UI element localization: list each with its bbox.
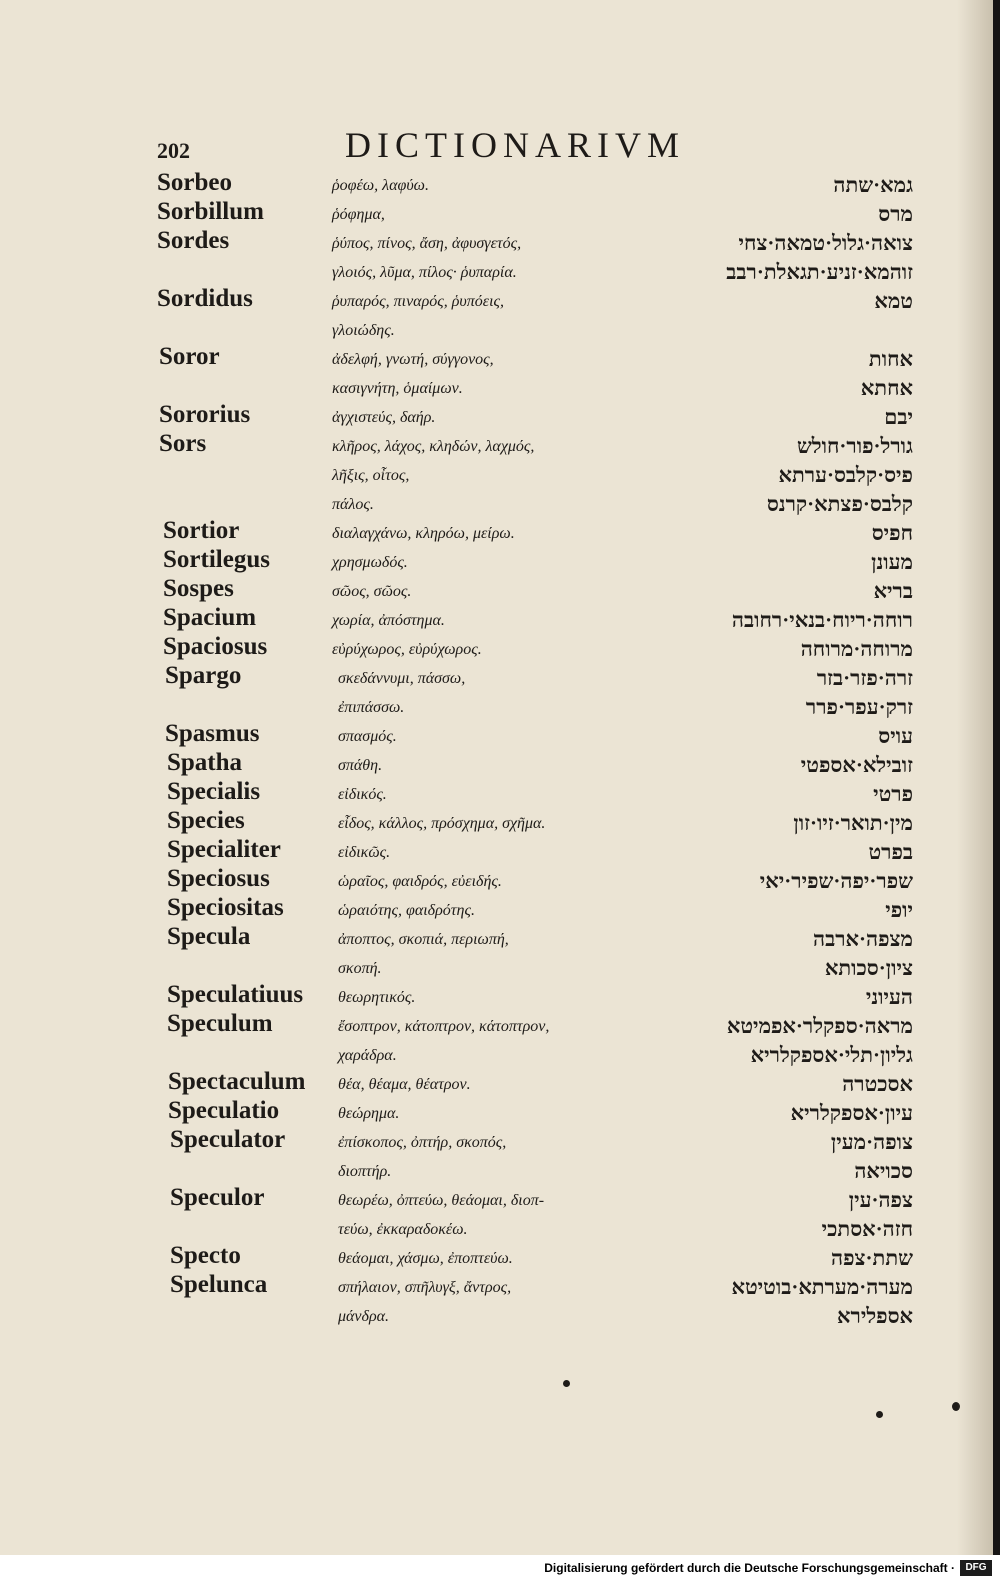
hebrew-equivalent: קלבס·פצתא·קרנס: [766, 492, 913, 516]
hebrew-equivalent: גמא·שתה: [833, 173, 913, 197]
greek-equivalent: ῥύπος, πίνος, ἄση, ἀφυσγετός,: [332, 235, 522, 252]
latin-headword: Sordidus: [157, 285, 253, 312]
dictionary-entry: [0, 1070, 993, 1100]
latin-headword: Specto: [170, 1242, 241, 1269]
latin-headword: Speculor: [170, 1184, 265, 1211]
hebrew-equivalent: אספלירא: [837, 1304, 913, 1328]
dictionary-entry: [0, 345, 993, 375]
latin-headword: Sorbeo: [157, 169, 232, 196]
latin-headword: Spatha: [167, 749, 243, 776]
dictionary-entry: [0, 1244, 993, 1274]
hebrew-equivalent: זרק·עפר·פרר: [805, 695, 913, 719]
hebrew-equivalent: סכויאה: [854, 1159, 913, 1183]
dictionary-entry: [0, 1273, 993, 1303]
dictionary-entry: [0, 229, 993, 259]
latin-headword: Speculator: [170, 1126, 286, 1153]
greek-equivalent: σκοπή.: [338, 960, 382, 977]
hebrew-equivalent: מערה·מערתא·בוטיטא: [731, 1275, 913, 1299]
latin-headword: Speculatiuus: [167, 981, 304, 1008]
latin-headword: Sors: [159, 430, 207, 457]
page-number: 202: [157, 138, 190, 163]
dictionary-entry: [0, 490, 993, 520]
dictionary-entry: [0, 1128, 993, 1158]
latin-headword: Sospes: [163, 575, 234, 602]
dictionary-entry: [0, 200, 993, 230]
hebrew-equivalent: בריא: [873, 579, 913, 603]
latin-headword: Sortilegus: [163, 546, 270, 573]
hebrew-equivalent: רוחה·ריוח·בנאי·רחובה: [731, 608, 913, 632]
dictionary-entry: [0, 287, 993, 317]
greek-equivalent: ὡραιότης, φαιδρότης.: [338, 902, 475, 919]
greek-equivalent: ἐπιπάσσω.: [338, 699, 405, 716]
hebrew-equivalent: בפרט: [868, 840, 913, 864]
latin-headword: Specula: [167, 923, 251, 950]
greek-equivalent: τεύω, ἐκκαραδοκέω.: [338, 1221, 468, 1238]
greek-equivalent: θεώρημα.: [338, 1105, 400, 1122]
hebrew-equivalent: שתת·צפה: [831, 1246, 913, 1270]
greek-equivalent: θεάομαι, χάσμω, ἐποπτεύω.: [338, 1250, 513, 1267]
greek-equivalent: θεωρέω, ὀπτεύω, θεάομαι, διοπ-: [338, 1192, 545, 1209]
hebrew-equivalent: צופה·מעין: [830, 1130, 913, 1154]
greek-equivalent: γλοιώδης.: [332, 322, 395, 339]
greek-equivalent: εἰδικός.: [338, 786, 387, 803]
latin-headword: Speculum: [167, 1010, 273, 1037]
hebrew-equivalent: עיון·אספקלריא: [790, 1101, 913, 1125]
hebrew-equivalent: העיוני: [865, 985, 913, 1009]
greek-equivalent: χρησμωδός.: [332, 554, 408, 571]
hebrew-equivalent: טמא: [874, 289, 913, 313]
dictionary-entry: [0, 896, 993, 926]
latin-headword: Spelunca: [170, 1271, 268, 1298]
latin-headword: Speciosus: [167, 865, 270, 892]
dictionary-entry: [0, 316, 993, 346]
greek-equivalent: εἶδος, κάλλος, πρόσχημα, σχῆμα.: [338, 815, 546, 832]
dictionary-entry: [0, 258, 993, 288]
dfg-logo: DFG: [960, 1560, 992, 1576]
hebrew-equivalent: גורל·פור·חולש: [796, 434, 913, 458]
greek-equivalent: σκεδάννυμι, πάσσω,: [338, 670, 466, 687]
greek-equivalent: θέα, θέαμα, θέατρον.: [338, 1076, 471, 1093]
dictionary-entry: [0, 838, 993, 868]
dictionary-entry: [0, 171, 993, 201]
page-title: DICTIONARIVM: [345, 125, 685, 165]
latin-headword: Specialis: [167, 778, 261, 805]
greek-equivalent: χαράδρα.: [338, 1047, 397, 1064]
dictionary-entry: [0, 751, 993, 781]
greek-equivalent: ῥοφέω, λαφύω.: [332, 177, 429, 194]
hebrew-equivalent: פיס·קלבס·ערתא: [778, 463, 913, 487]
hebrew-equivalent: מראה·ספקלר·אפמיטא: [726, 1014, 913, 1038]
greek-equivalent: χωρία, ἀπόστημα.: [332, 612, 445, 629]
dictionary-entry: [0, 722, 993, 752]
greek-equivalent: ἀδελφή, γνωτή, σύγγονος,: [332, 351, 494, 368]
greek-equivalent: σπάθη.: [338, 757, 383, 774]
latin-headword: Sorbillum: [157, 198, 264, 225]
greek-equivalent: σῶος, σῶος.: [332, 583, 412, 600]
ink-spot: [952, 1402, 960, 1411]
dictionary-entry: [0, 983, 993, 1013]
hebrew-equivalent: חזה·אסתכי: [821, 1217, 913, 1241]
latin-headword: Speciositas: [167, 894, 284, 921]
greek-equivalent: πάλος.: [332, 496, 374, 513]
dictionary-entry: [0, 1099, 993, 1129]
latin-headword: Spectaculum: [168, 1068, 306, 1095]
hebrew-equivalent: זרה·פזר·בזר: [816, 666, 913, 690]
latin-headword: Spaciosus: [163, 633, 268, 660]
ink-spot: [563, 1380, 570, 1387]
greek-equivalent: λῆξις, οἶτος,: [332, 467, 410, 484]
hebrew-equivalent: מין·תואר·זיו·זון: [793, 811, 913, 835]
latin-headword: Sordes: [157, 227, 230, 254]
latin-headword: Soror: [159, 343, 220, 370]
greek-equivalent: ῥόφημα,: [332, 206, 385, 223]
greek-equivalent: διαλαγχάνω, κληρόω, μείρω.: [332, 525, 515, 542]
latin-headword: Sortior: [163, 517, 240, 544]
greek-equivalent: ἀποπτος, σκοπιά, περιωπή,: [338, 931, 509, 948]
hebrew-equivalent: מרס: [878, 202, 913, 226]
dictionary-entry: [0, 780, 993, 810]
funding-credit: Digitalisierung gefördert durch die Deutsche Forschungsgemeinschaft ·: [544, 1561, 955, 1575]
dictionary-entry: [0, 374, 993, 404]
hebrew-equivalent: מעונן: [871, 550, 913, 574]
dictionary-entry: [0, 1041, 993, 1071]
ink-spot: [876, 1411, 883, 1418]
greek-equivalent: θεωρητικός.: [338, 989, 416, 1006]
dictionary-entry: [0, 664, 993, 694]
hebrew-equivalent: זובילא·אספטי: [800, 753, 913, 777]
dictionary-entry: [0, 403, 993, 433]
greek-equivalent: γλοιός, λῦμα, πίλος· ῥυπαρία.: [332, 264, 517, 281]
dictionary-entry: [0, 867, 993, 897]
latin-headword: Specialiter: [167, 836, 281, 863]
greek-equivalent: ἀγχιστεύς, δαήρ.: [332, 409, 436, 426]
hebrew-equivalent: ציון·סכותא: [824, 956, 913, 980]
hebrew-equivalent: יבם: [884, 405, 913, 429]
greek-equivalent: διοπτήρ.: [338, 1163, 392, 1180]
greek-equivalent: εὐρύχωρος, εὐρύχωρος.: [332, 641, 482, 658]
latin-headword: Sororius: [159, 401, 251, 428]
dictionary-entry: [0, 519, 993, 549]
greek-equivalent: σπασμός.: [338, 728, 397, 745]
latin-headword: Species: [167, 807, 245, 834]
latin-headword: Spacium: [163, 604, 257, 631]
hebrew-equivalent: מצפה·ארבה: [813, 927, 913, 951]
dictionary-entry: [0, 1186, 993, 1216]
greek-equivalent: μάνδρα.: [338, 1308, 390, 1325]
dictionary-entry: [0, 809, 993, 839]
hebrew-equivalent: יופי: [885, 898, 913, 922]
hebrew-equivalent: שפר·יפה·שפיר·יאי: [759, 869, 913, 893]
dictionary-entry: [0, 693, 993, 723]
dictionary-entry: [0, 461, 993, 491]
hebrew-equivalent: פרטי: [873, 782, 913, 806]
hebrew-equivalent: חפיס: [871, 521, 913, 545]
greek-equivalent: ῥυπαρός, πιναρός, ῥυπόεις,: [332, 293, 505, 310]
hebrew-equivalent: אחות: [868, 347, 913, 371]
latin-headword: Spargo: [165, 662, 242, 689]
dictionary-entry: [0, 1012, 993, 1042]
greek-equivalent: ἐπίσκοπος, ὀπτήρ, σκοπός,: [338, 1134, 507, 1151]
dictionary-entry: [0, 954, 993, 984]
dictionary-entry: [0, 548, 993, 578]
digitization-footer: [0, 1555, 1000, 1583]
greek-equivalent: σπήλαιον, σπῆλυγξ, ἄντρος,: [338, 1279, 512, 1296]
greek-equivalent: κασιγνήτη, ὁμαίμων.: [332, 380, 463, 397]
greek-equivalent: ἔσοπτρον, κάτοπτρον, κάτοπτρον,: [338, 1018, 550, 1035]
dictionary-entry: [0, 1302, 993, 1332]
hebrew-equivalent: צואה·גלול·טמאה·צחי: [738, 231, 913, 255]
hebrew-equivalent: אחתא: [860, 376, 913, 400]
greek-equivalent: κλῆρος, λάχος, κληδών, λαχμός,: [332, 438, 535, 455]
dictionary-entry: [0, 1157, 993, 1187]
greek-equivalent: ὡραῖος, φαιδρός, εὐειδής.: [338, 873, 502, 890]
hebrew-equivalent: זוהמא·זניע·תגאלת·רבב: [726, 260, 913, 284]
hebrew-equivalent: גליון·תלי·אספקלריא: [750, 1043, 913, 1067]
dictionary-entry: [0, 925, 993, 955]
dictionary-entry: [0, 1215, 993, 1245]
dictionary-entry: [0, 577, 993, 607]
hebrew-equivalent: מרוחה·מרוחה: [800, 637, 913, 661]
dictionary-entry: [0, 432, 993, 462]
latin-headword: Speculatio: [168, 1097, 280, 1124]
dictionary-entry: [0, 606, 993, 636]
hebrew-equivalent: צפה·עין: [848, 1188, 913, 1212]
dictionary-entry: [0, 635, 993, 665]
latin-headword: Spasmus: [165, 720, 260, 747]
hebrew-equivalent: עויס: [878, 724, 913, 748]
hebrew-equivalent: אסכטרה: [842, 1072, 913, 1096]
greek-equivalent: εἰδικῶς.: [338, 844, 391, 861]
